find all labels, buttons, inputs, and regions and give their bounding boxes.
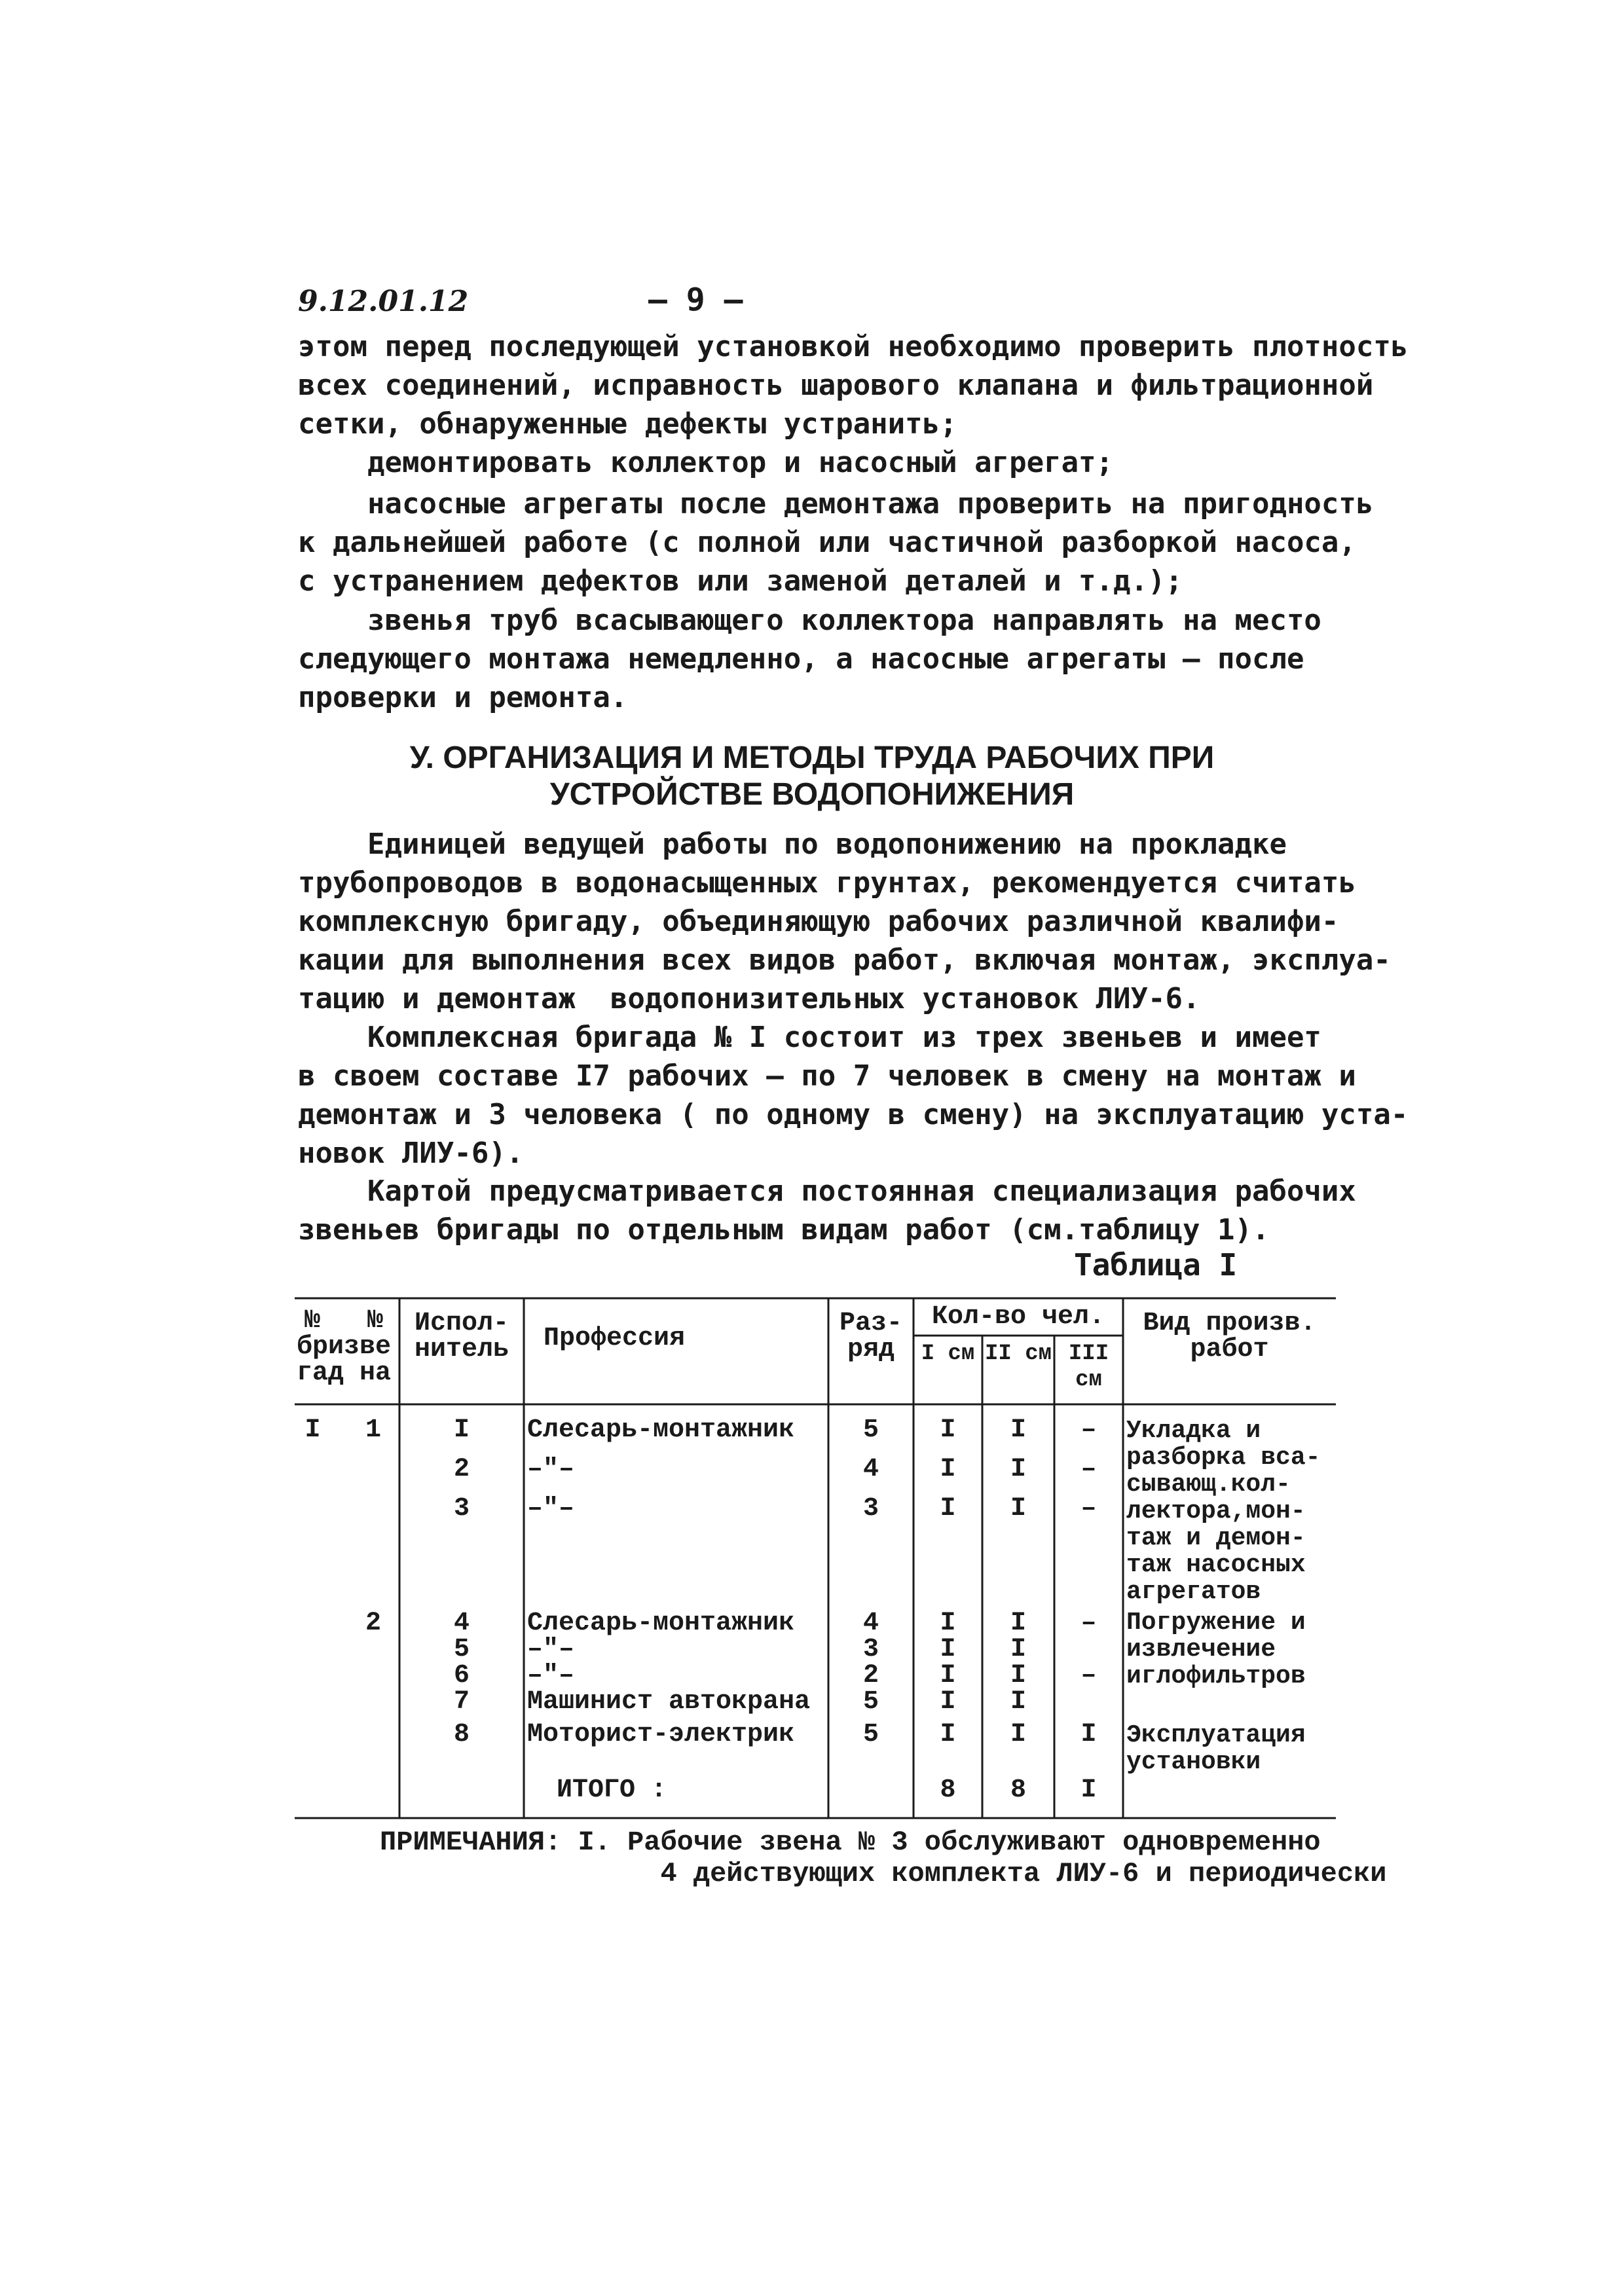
cell-shift-1: I	[940, 1609, 956, 1638]
paragraph-5	[298, 825, 1391, 1018]
text-line: сетки, обнаруженные дефекты устранить;	[298, 407, 957, 441]
cell-razryad: 5	[862, 1415, 879, 1445]
total-shift-1: 8	[940, 1776, 956, 1805]
text-line: Единицей ведущей работы по водопонижению на прокладке	[298, 828, 1287, 861]
header-shift-1: I см	[921, 1341, 975, 1366]
text-line: таж насосных	[1126, 1551, 1306, 1579]
cell-ispolnitel: 6	[453, 1661, 470, 1690]
text-line: Эксплуатация	[1126, 1721, 1306, 1749]
cell-razryad: 4	[862, 1609, 879, 1638]
text-line: следующего монтажа немедленно, а насосные агрегаты – после	[298, 642, 1304, 676]
cell-shift-2: I	[1010, 1494, 1026, 1523]
cell-shift-2: I	[1010, 1661, 1026, 1690]
cell-shift-3: –	[1080, 1609, 1097, 1638]
text-line: в своем составе I7 рабочих – по 7 человек в смену на монтаж и	[298, 1059, 1356, 1093]
total-shift-2: 8	[1010, 1776, 1026, 1805]
paragraph-3	[298, 484, 1374, 600]
work-type-3	[1126, 1722, 1306, 1776]
text-line: установки	[1126, 1748, 1261, 1776]
text-line: разборка вса-	[1126, 1444, 1321, 1472]
header-professiya: Профессия	[544, 1324, 686, 1353]
section-title-line-1: У. ОРГАНИЗАЦИЯ И МЕТОДЫ ТРУДА РАБОЧИХ ПРИ	[409, 740, 1215, 775]
text-line: звеньев бригады по отдельным видам работ (см.таблицу 1).	[298, 1213, 1270, 1247]
cell-shift-3: –	[1080, 1455, 1097, 1484]
paragraph-2	[298, 443, 1326, 482]
cell-shift-1: I	[940, 1455, 956, 1484]
cell-professiya: –"–	[527, 1494, 575, 1523]
text-line: кации для выполнения всех видов работ, включая монтаж, эксплуа-	[298, 943, 1391, 977]
text-line: 4 действующих комплекта ЛИУ-6 и периодически	[380, 1858, 1387, 1889]
total-shift-3: I	[1080, 1776, 1097, 1805]
notes	[380, 1827, 1386, 1889]
cell-shift-1: I	[940, 1415, 956, 1445]
text-line: комплексную бригаду, объединяющую рабочих различной квалифи-	[298, 905, 1339, 938]
text-line: демонтаж и 3 человека ( по одному в смену) на эксплуатацию уста-	[298, 1098, 1409, 1131]
header-ispolnitel: Испол- нитель	[414, 1309, 509, 1364]
section-heading	[298, 740, 1326, 813]
cell-professiya: –"–	[527, 1455, 575, 1484]
cell-professiya: Моторист-электрик	[527, 1720, 795, 1749]
header-shift-3: III см	[1068, 1341, 1109, 1393]
text-line: проверки и ремонта.	[298, 681, 628, 714]
cell-ispolnitel: 5	[453, 1635, 470, 1664]
work-type-2	[1126, 1609, 1306, 1690]
cell-razryad: 3	[862, 1635, 879, 1664]
cell-shift-1: I	[940, 1720, 956, 1749]
cell-ispolnitel: 7	[453, 1687, 470, 1717]
header-shift-2: II см	[984, 1341, 1052, 1366]
cell-razryad: 3	[862, 1494, 879, 1523]
header-brigade-zveno: № № бризве гад на	[296, 1306, 392, 1388]
document-code: 9.12.01.12	[298, 285, 469, 318]
section-title-line-2: УСТРОЙСТВЕ ВОДОПОНИЖЕНИЯ	[549, 777, 1075, 812]
cell-shift-2: I	[1010, 1720, 1026, 1749]
text-line: насосные агрегаты после демонтажа проверить на пригодность	[298, 487, 1374, 520]
staff-table	[295, 1296, 1336, 1820]
header-vid-rabot: Вид произв. работ	[1143, 1309, 1316, 1364]
cell-ispolnitel: 2	[453, 1455, 470, 1484]
cell-ispolnitel: 3	[453, 1494, 470, 1523]
cell-shift-2: I	[1010, 1455, 1026, 1484]
cell-razryad: 5	[862, 1720, 879, 1749]
table-caption: Таблица I	[1074, 1247, 1238, 1283]
text-line: лектора,мон-	[1126, 1497, 1306, 1525]
cell-shift-3: –	[1080, 1415, 1097, 1445]
paragraph-4	[298, 601, 1326, 717]
text-line: трубопроводов в водонасыщенных грунтах, рекомендуется считать	[298, 866, 1356, 900]
text-line: всех соединений, исправность шарового клапана и фильтрационной	[298, 369, 1374, 402]
text-line: сывающ.кол-	[1126, 1470, 1291, 1499]
cell-razryad: 2	[862, 1661, 879, 1690]
text-line: тацию и демонтаж водопонизительных установок ЛИУ-6.	[298, 982, 1200, 1015]
total-label: ИТОГО :	[557, 1776, 667, 1805]
cell-shift-3: –	[1080, 1494, 1097, 1523]
cell-razryad: 5	[862, 1687, 879, 1717]
cell-ispolnitel: I	[453, 1415, 470, 1445]
cell-shift-3: –	[1080, 1661, 1097, 1690]
header-kolvo: Кол-во чел.	[931, 1302, 1105, 1332]
cell-shift-1: I	[940, 1635, 956, 1664]
cell-professiya: Машинист автокрана	[527, 1687, 811, 1717]
text-line: с устранением дефектов или заменой деталей и т.д.);	[298, 564, 1183, 598]
work-type-1	[1126, 1417, 1320, 1605]
text-line: к дальнейшей работе (с полной или частичной разборкой насоса,	[298, 526, 1356, 559]
cell-professiya: –"–	[527, 1635, 575, 1664]
header-razryad: Раз- ряд	[839, 1309, 902, 1364]
text-line: таж и демон-	[1126, 1524, 1306, 1552]
paragraph-6	[298, 1018, 1409, 1173]
cell-shift-2: I	[1010, 1635, 1026, 1664]
cell-professiya: Слесарь-монтажник	[527, 1609, 795, 1638]
cell-professiya: –"–	[527, 1661, 575, 1690]
cell-shift-2: I	[1010, 1609, 1026, 1638]
text-line: извлечение	[1126, 1635, 1276, 1664]
page-number: – 9 –	[648, 282, 743, 318]
cell-shift-1: I	[940, 1661, 956, 1690]
paragraph-1	[298, 327, 1409, 443]
text-line: иглофильтров	[1126, 1662, 1306, 1690]
text-line: ПРИМЕЧАНИЯ: I. Рабочие звена № 3 обслуживают одновременно	[380, 1827, 1321, 1858]
text-line: Картой предусматривается постоянная специализация рабочих	[298, 1175, 1356, 1208]
paragraph-7	[298, 1172, 1356, 1249]
cell-shift-2: I	[1010, 1687, 1026, 1717]
cell-professiya: Слесарь-монтажник	[527, 1415, 795, 1445]
cell-shift-1: I	[940, 1687, 956, 1717]
text-line: звенья труб всасывающего коллектора направлять на место	[298, 604, 1321, 637]
text-line: этом перед последующей установкой необходимо проверить плотность	[298, 330, 1409, 363]
text-line: демонтировать коллектор и насосный агрегат;	[298, 446, 1114, 479]
text-line: Комплексная бригада № I состоит из трех звеньев и имеет	[298, 1021, 1321, 1054]
cell-ispolnitel: 8	[453, 1720, 470, 1749]
text-line: Погружение и	[1126, 1609, 1306, 1637]
cell-shift-3: I	[1080, 1720, 1097, 1749]
cell-shift-2: I	[1010, 1415, 1026, 1445]
cell-shift-1: I	[940, 1494, 956, 1523]
cell-brigade: I	[304, 1415, 321, 1445]
text-line: Укладка и	[1126, 1417, 1261, 1445]
cell-razryad: 4	[862, 1455, 879, 1484]
cell-zveno: 1	[365, 1415, 381, 1445]
cell-zveno: 2	[365, 1609, 381, 1638]
text-line: агрегатов	[1126, 1578, 1261, 1606]
text-line: новок ЛИУ-6).	[298, 1137, 524, 1170]
cell-ispolnitel: 4	[453, 1609, 470, 1638]
